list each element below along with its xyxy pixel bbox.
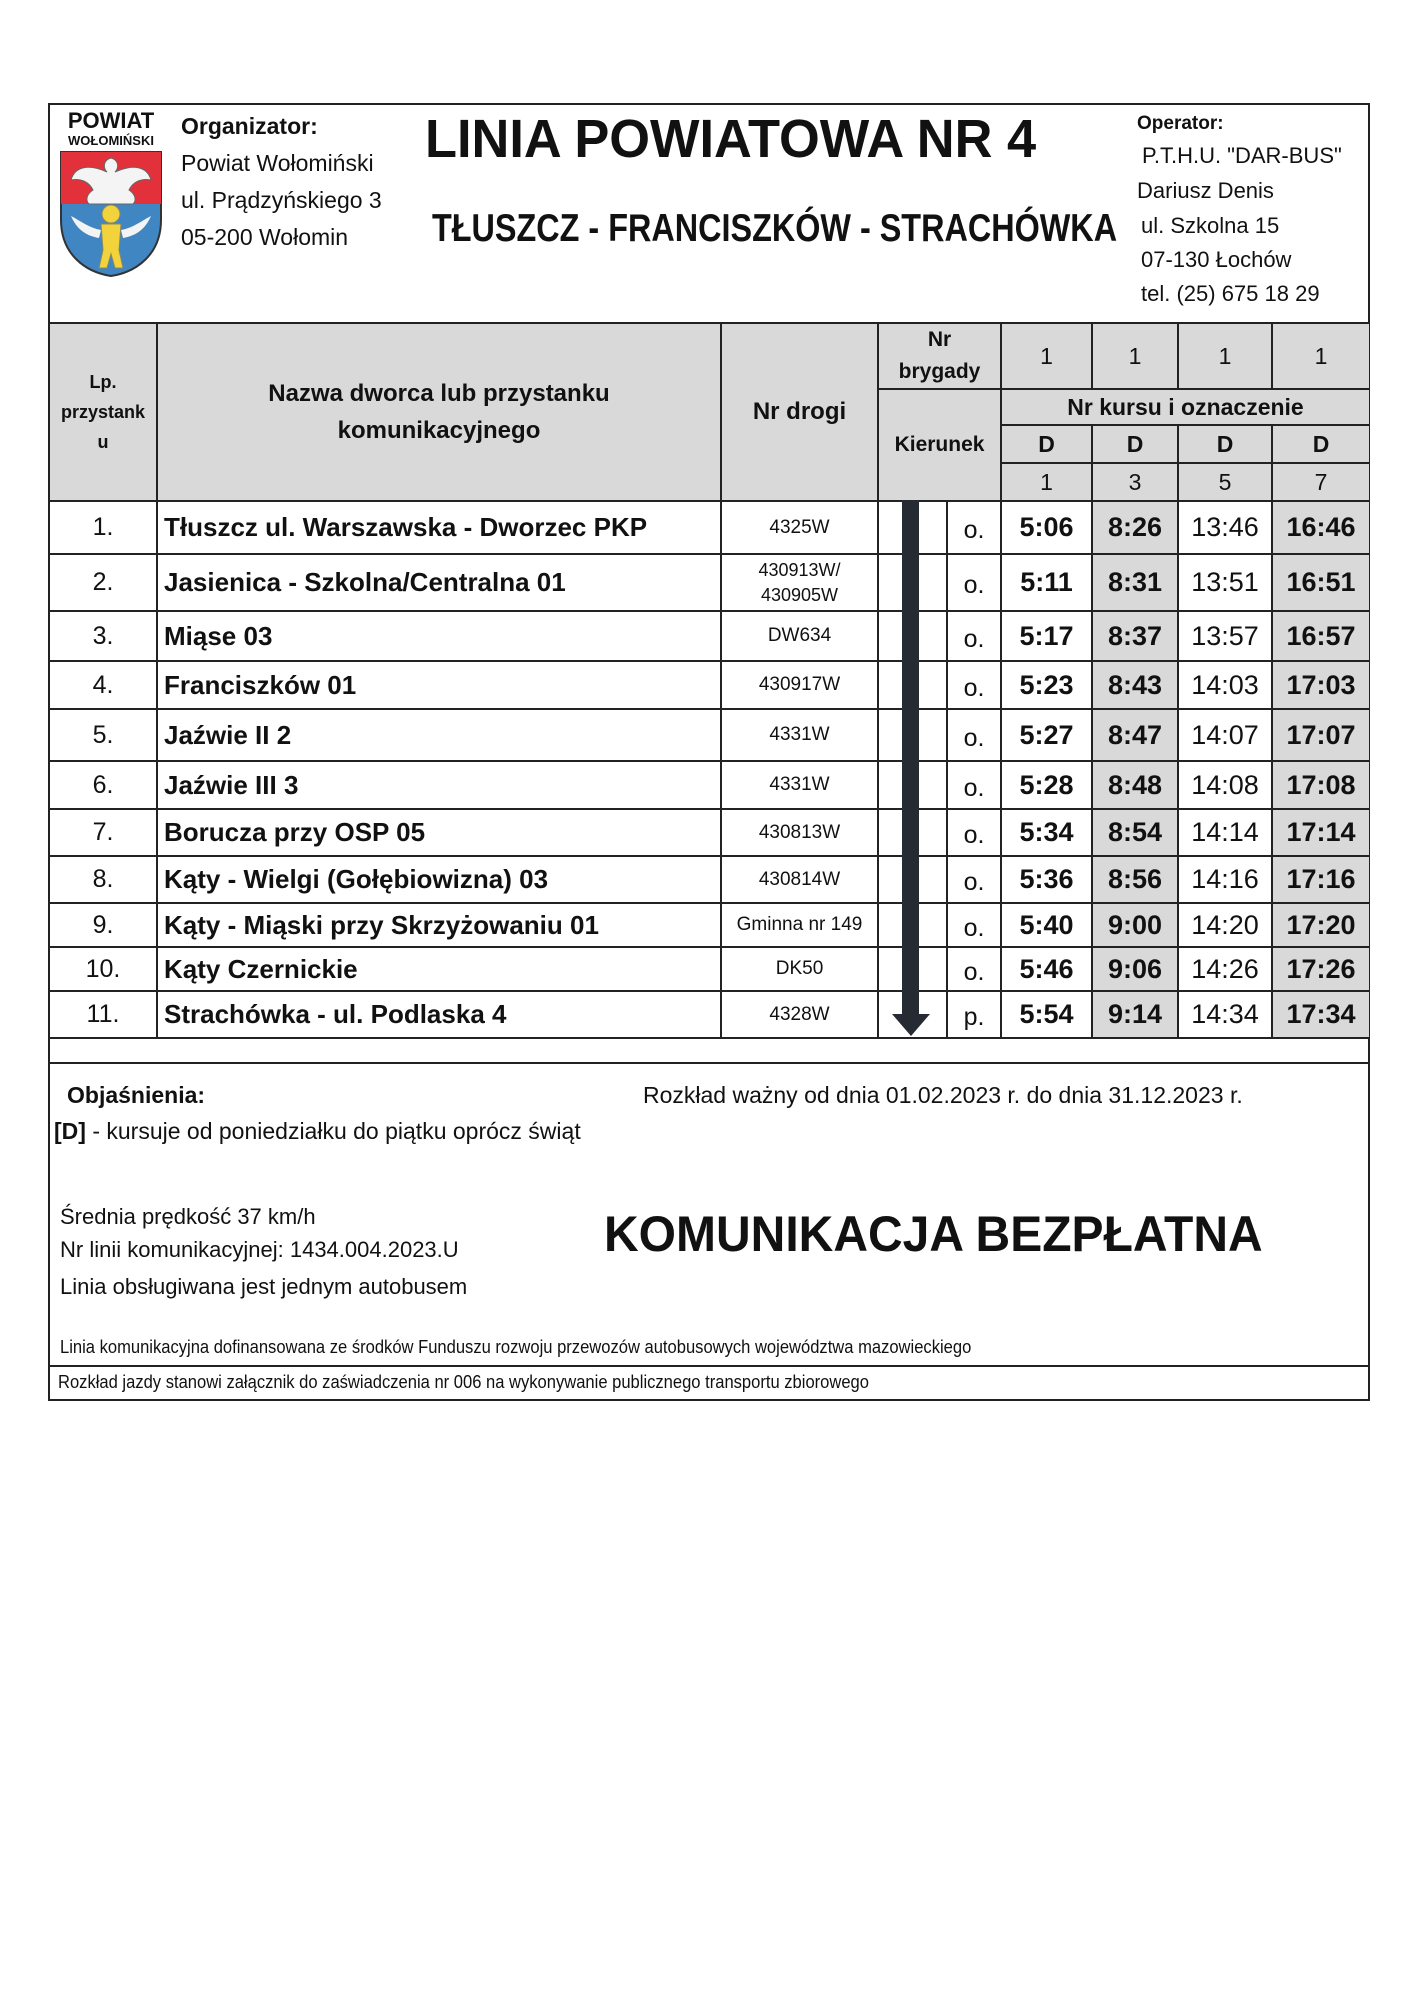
stop-road: DW634 bbox=[767, 625, 832, 646]
stop-lp: 11. bbox=[86, 1000, 120, 1028]
departure-time: 14:14 bbox=[1191, 817, 1259, 847]
stop-type: o. bbox=[963, 957, 985, 986]
departure-time: 8:48 bbox=[1107, 769, 1163, 800]
legend-key: [D] bbox=[54, 1118, 86, 1144]
departure-time: 5:40 bbox=[1019, 909, 1074, 940]
info-line: Średnia prędkość 37 km/h bbox=[60, 1204, 316, 1229]
stop-name: Jaźwie II 2 bbox=[164, 719, 292, 750]
stop-road: DK50 bbox=[775, 958, 824, 979]
departure-time: 17:03 bbox=[1286, 669, 1356, 700]
departure-time: 5:28 bbox=[1019, 769, 1074, 800]
legend-text: - kursuje od poniedziałku do piątku oprócz świąt bbox=[85, 1118, 581, 1144]
stop-name: Jasienica - Szkolna/Centralna 01 bbox=[164, 567, 566, 597]
operator-line: 07-130 Łochów bbox=[1141, 247, 1292, 272]
stop-type: o. bbox=[963, 868, 985, 896]
operator-label: Operator: bbox=[1137, 113, 1224, 134]
stop-name: Kąty - Wielgi (Gołębiowizna) 03 bbox=[164, 864, 549, 894]
free-transport-banner: KOMUNIKACJA BEZPŁATNA bbox=[604, 1206, 1263, 1262]
stop-road: 4325W bbox=[769, 516, 830, 538]
header-brigade-line: Nr bbox=[927, 328, 952, 351]
stop-type: o. bbox=[963, 913, 985, 942]
stop-type: o. bbox=[963, 773, 985, 802]
stop-name: Miąse 03 bbox=[164, 620, 273, 651]
departure-time: 16:51 bbox=[1286, 567, 1356, 597]
stop-lp: 4. bbox=[92, 670, 114, 699]
stop-type: o. bbox=[963, 571, 985, 599]
departure-time: 14:07 bbox=[1191, 719, 1259, 750]
departure-time: 17:20 bbox=[1286, 909, 1356, 940]
stop-lp: 10. bbox=[85, 954, 121, 983]
departure-time: 5:36 bbox=[1019, 864, 1074, 894]
departure-time: 17:14 bbox=[1286, 817, 1356, 847]
departure-time: 8:26 bbox=[1107, 512, 1163, 542]
route-title: TŁUSZCZ - FRANCISZKÓW - STRACHÓWKA bbox=[432, 207, 1118, 250]
logo-line1: POWIAT bbox=[67, 108, 155, 133]
stop-lp: 9. bbox=[92, 910, 114, 939]
operator-line: ul. Szkolna 15 bbox=[1141, 213, 1280, 238]
stop-lp: 6. bbox=[92, 770, 114, 799]
brigade-number: 1 bbox=[1273, 324, 1369, 388]
stop-name: Jaźwie III 3 bbox=[164, 769, 299, 800]
course-mark: D bbox=[1179, 426, 1271, 462]
course-mark: D bbox=[1273, 426, 1369, 462]
departure-time: 8:56 bbox=[1107, 864, 1163, 894]
organizer-line: 05-200 Wołomin bbox=[181, 224, 349, 250]
departure-time: 5:06 bbox=[1019, 512, 1074, 542]
header-course-label: Nr kursu i oznaczenie bbox=[1002, 390, 1369, 424]
stop-road: Gminna nr 149 bbox=[736, 914, 863, 935]
departure-time: 14:08 bbox=[1191, 769, 1259, 800]
course-mark: D bbox=[1002, 426, 1091, 462]
stop-name: Strachówka - ul. Podlaska 4 bbox=[164, 999, 507, 1029]
down-arrow-icon bbox=[891, 500, 931, 1040]
stop-name: Kąty Czernickie bbox=[164, 953, 358, 984]
header-brigade bbox=[879, 324, 1000, 388]
departure-time: 5:54 bbox=[1019, 999, 1074, 1029]
departure-time: 14:03 bbox=[1191, 669, 1259, 700]
departure-time: 14:26 bbox=[1191, 953, 1259, 984]
page-title: LINIA POWIATOWA NR 4 bbox=[425, 109, 1037, 169]
course-number: 5 bbox=[1179, 464, 1271, 500]
departure-time: 17:34 bbox=[1286, 999, 1356, 1029]
explanations-label: Objaśnienia: bbox=[67, 1082, 206, 1108]
stop-lp: 5. bbox=[92, 720, 114, 749]
header-brigade-line: brygady bbox=[898, 360, 981, 383]
organizer-label: Organizator: bbox=[181, 113, 318, 139]
header-lp-line: u bbox=[97, 432, 109, 452]
stop-name: Franciszków 01 bbox=[164, 669, 357, 700]
stop-type: o. bbox=[963, 624, 985, 653]
departure-time: 13:57 bbox=[1191, 620, 1259, 651]
stop-road-line: 430913W/ bbox=[758, 559, 841, 580]
departure-time: 14:34 bbox=[1191, 999, 1259, 1029]
departure-time: 9:00 bbox=[1107, 909, 1163, 940]
operator-line: P.T.H.U. "DAR-BUS" bbox=[1142, 143, 1342, 168]
stop-road: 4331W bbox=[769, 774, 830, 795]
stop-lp: 1. bbox=[92, 513, 114, 541]
stop-road: 430814W bbox=[758, 868, 841, 890]
header-road: Nr drogi bbox=[722, 324, 877, 500]
attachment-note: Rozkład jazdy stanowi załącznik do zaświadczenia nr 006 na wykonywanie publicznego transportu zbiorowego bbox=[58, 1372, 869, 1392]
header-direction: Kierunek bbox=[879, 390, 1000, 500]
stop-type: o. bbox=[963, 723, 985, 752]
course-number: 1 bbox=[1002, 464, 1091, 500]
brigade-number: 1 bbox=[1179, 324, 1271, 388]
stop-lp: 8. bbox=[92, 865, 114, 893]
departure-time: 13:51 bbox=[1191, 567, 1259, 597]
stop-road bbox=[722, 555, 877, 610]
departure-time: 16:46 bbox=[1286, 512, 1356, 542]
operator-block bbox=[1137, 110, 1367, 311]
organizer-line: Powiat Wołomiński bbox=[181, 150, 374, 176]
line-info bbox=[60, 1200, 467, 1303]
departure-time: 14:16 bbox=[1191, 864, 1259, 894]
header-stop-name bbox=[158, 324, 720, 500]
legend-line bbox=[54, 1118, 581, 1145]
stop-name: Tłuszcz ul. Warszawska - Dworzec PKP bbox=[164, 512, 648, 542]
stop-road: 4331W bbox=[769, 724, 830, 745]
operator-line: Dariusz Denis bbox=[1137, 178, 1274, 203]
departure-time: 5:11 bbox=[1020, 567, 1073, 597]
departure-time: 17:26 bbox=[1286, 953, 1356, 984]
info-line: Nr linii komunikacyjnej: 1434.004.2023.U bbox=[60, 1237, 459, 1262]
header-lp bbox=[50, 324, 156, 500]
stop-name: Borucza przy OSP 05 bbox=[164, 817, 426, 847]
departure-time: 9:06 bbox=[1107, 953, 1163, 984]
stop-road: 4328W bbox=[769, 1003, 830, 1025]
departure-time: 9:14 bbox=[1107, 999, 1163, 1029]
course-mark: D bbox=[1093, 426, 1177, 462]
stop-road: 430813W bbox=[758, 821, 841, 843]
departure-time: 8:31 bbox=[1107, 567, 1163, 597]
header-lp-line: przystank bbox=[60, 402, 146, 422]
departure-time: 5:34 bbox=[1019, 817, 1074, 847]
course-number: 7 bbox=[1273, 464, 1369, 500]
departure-time: 13:46 bbox=[1191, 512, 1259, 542]
operator-line: tel. (25) 675 18 29 bbox=[1141, 281, 1320, 306]
stop-type: o. bbox=[963, 516, 985, 544]
departure-time: 17:07 bbox=[1286, 719, 1356, 750]
stop-lp: 7. bbox=[92, 818, 114, 846]
stop-road-line: 430905W bbox=[760, 584, 839, 605]
departure-time: 8:54 bbox=[1107, 817, 1163, 847]
stop-name: Kąty - Miąski przy Skrzyżowaniu 01 bbox=[164, 909, 599, 940]
brigade-number: 1 bbox=[1093, 324, 1177, 388]
departure-time: 16:57 bbox=[1286, 620, 1356, 651]
departure-time: 5:17 bbox=[1019, 620, 1074, 651]
departure-time: 8:37 bbox=[1107, 620, 1163, 651]
stop-road: 430917W bbox=[758, 674, 841, 695]
header-name-line: Nazwa dworca lub przystanku bbox=[268, 380, 610, 407]
logo-line2: WOŁOMIŃSKI bbox=[68, 133, 154, 148]
brigade-number: 1 bbox=[1002, 324, 1091, 388]
stop-lp: 3. bbox=[92, 621, 114, 650]
stop-type: p. bbox=[963, 1003, 985, 1031]
departure-time: 8:43 bbox=[1107, 669, 1163, 700]
header-lp-line: Lp. bbox=[89, 372, 117, 392]
organizer-block bbox=[181, 108, 421, 256]
departure-time: 8:47 bbox=[1107, 719, 1163, 750]
departure-time: 5:27 bbox=[1019, 719, 1074, 750]
validity-text: Rozkład ważny od dnia 01.02.2023 r. do dnia 31.12.2023 r. bbox=[643, 1082, 1243, 1108]
departure-time: 17:08 bbox=[1286, 769, 1356, 800]
coat-of-arms-icon bbox=[59, 150, 163, 278]
departure-time: 5:23 bbox=[1019, 669, 1074, 700]
stop-type: o. bbox=[963, 673, 985, 702]
funding-note: Linia komunikacyjna dofinansowana ze środków Funduszu rozwoju przewozów autobusowych województwa mazowieckiego bbox=[60, 1337, 972, 1357]
departure-time: 5:46 bbox=[1019, 953, 1074, 984]
organizer-line: ul. Prądzyńskiego 3 bbox=[181, 187, 382, 213]
logo bbox=[56, 110, 166, 280]
departure-time: 17:16 bbox=[1286, 864, 1356, 894]
header-name-line: komunikacyjnego bbox=[337, 417, 541, 444]
stop-lp: 2. bbox=[92, 568, 114, 596]
departure-time: 14:20 bbox=[1191, 909, 1259, 940]
info-line: Linia obsługiwana jest jednym autobusem bbox=[60, 1274, 468, 1299]
course-number: 3 bbox=[1093, 464, 1177, 500]
stop-type: o. bbox=[963, 821, 985, 849]
